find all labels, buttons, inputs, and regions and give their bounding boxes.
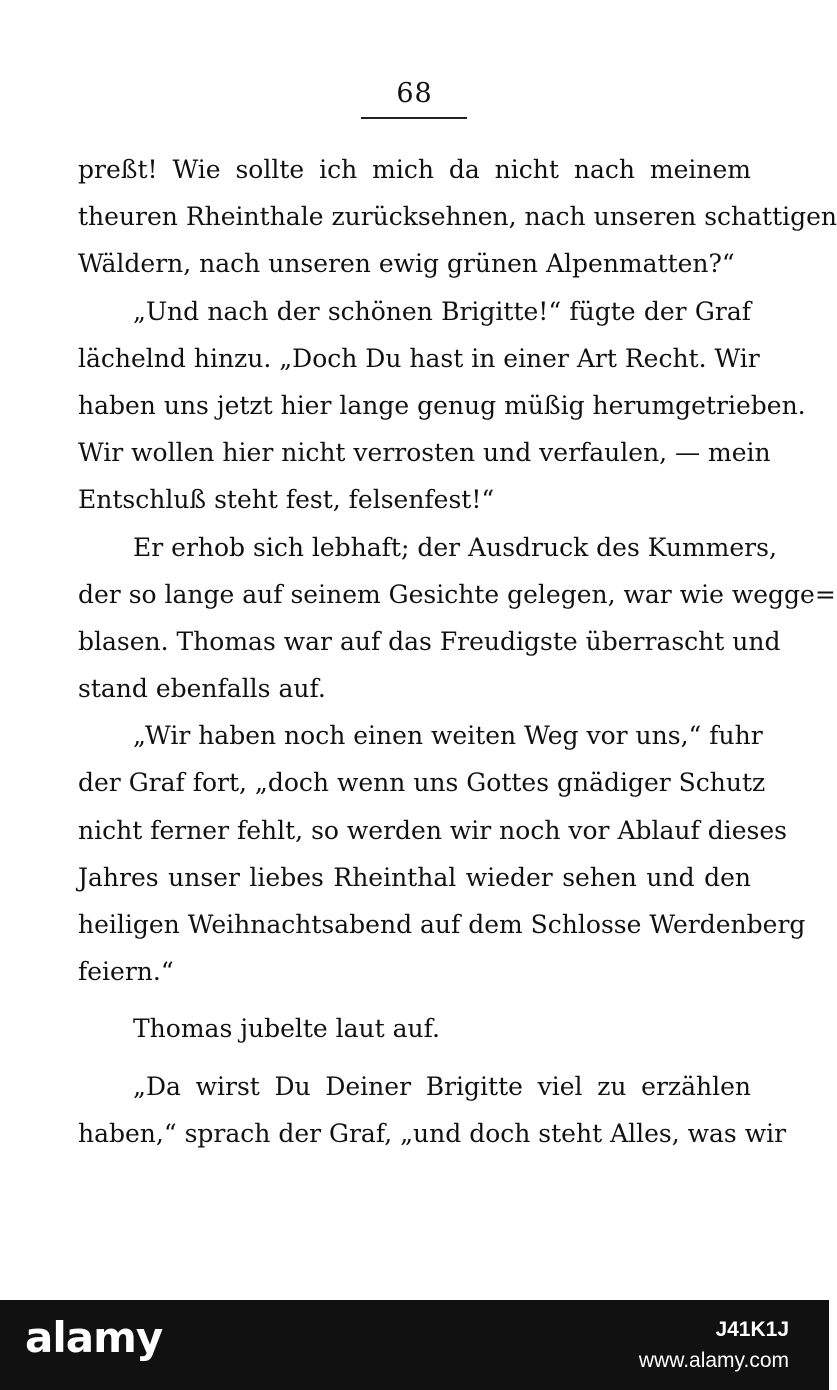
text-line: haben,“ sprach der Graf, „und doch steht Alles, was wir (78, 1118, 787, 1148)
text-line: „Da wirst Du Deiner Brigitte viel zu erzählen (133, 1071, 751, 1101)
site-url: www.alamy.com (638, 1349, 789, 1372)
text-line: stand ebenfalls auf. (78, 674, 326, 704)
text-line: feiern.“ (78, 957, 174, 987)
text-line: Entschluß steht fest, felsenfest!“ (78, 485, 495, 515)
page-number: 68 (396, 78, 433, 109)
text-line: „Wir haben noch einen weiten Weg vor uns,“ fuhr (133, 721, 763, 751)
text-line: Er erhob sich lebhaft; der Ausdruck des Kummers, (133, 532, 777, 562)
text-line: der Graf fort, „doch wenn uns Gottes gnädiger Schutz (78, 768, 766, 798)
text-line: Jahres unser liebes Rheinthal wieder sehen und den (78, 862, 751, 892)
text-line: preßt! Wie sollte ich mich da nicht nach meinem (78, 155, 751, 184)
image-id: J41K1J (715, 1318, 789, 1341)
text-line: nicht ferner fehlt, so werden wir noch vor Ablauf dieses (78, 815, 787, 845)
text-line: Wäldern, nach unseren ewig grünen Alpenmatten?“ (78, 249, 735, 279)
text-line: haben uns jetzt hier lange genug müßig herumgetrieben. (78, 390, 806, 420)
body-text (78, 146, 837, 1157)
text-line: lächelnd hinzu. „Doch Du hast in einer Art Recht. Wir (78, 343, 760, 373)
text-line: der so lange auf seinem Gesichte gelegen, war wie wegge= (78, 579, 836, 609)
text-line: Wir wollen hier nicht verrosten und verfaulen, — mein (78, 438, 771, 468)
text-line: Thomas jubelte laut auf. (133, 1014, 440, 1044)
text-line: „Und nach der schönen Brigitte!“ fügte der Graf (133, 296, 751, 326)
page-number-rule (361, 117, 467, 119)
alamy-logo: alamy (25, 1313, 163, 1362)
text-line: heiligen Weihnachtsabend auf dem Schlosse Werdenberg (78, 910, 806, 939)
text-line: theuren Rheinthale zurücksehnen, nach unseren schattigen (78, 202, 837, 232)
text-line: blasen. Thomas war auf das Freudigste überrascht und (78, 626, 781, 656)
